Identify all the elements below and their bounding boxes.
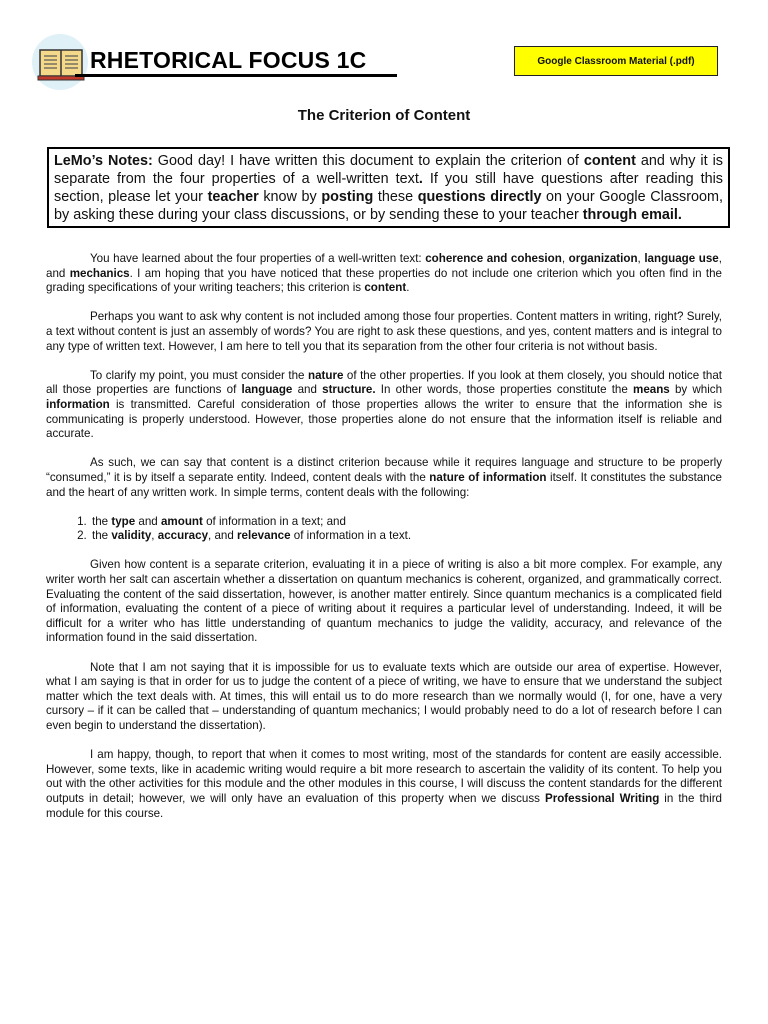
- content-criteria-list: [46, 515, 722, 544]
- text: ,: [637, 252, 645, 265]
- bold-term: language: [241, 383, 293, 397]
- text: To clarify my point, you must consider the: [90, 368, 308, 382]
- bold-term: nature: [307, 368, 344, 382]
- text: ,: [561, 252, 569, 265]
- bold-term: information: [46, 397, 110, 411]
- list-item: [90, 529, 722, 544]
- paragraph-1: [46, 252, 722, 296]
- notes-bold: content: [583, 153, 636, 169]
- text: the: [92, 514, 112, 528]
- text: Note that I am not saying that it is impossible for us to evaluate texts which are outside our area of expertise. However, what I am saying is that in order for us to judge the content of a piece of writing, we have to ensure that we understand the subject matter which the text deals with. At times, this will entail us to do more research than we normally would (I, for one, have a very cursory – if it can be called that – understanding of quantum mechanics; I would probably need to do a lot of research before I can even begin to understand the dissertation).: [46, 660, 722, 732]
- lemos-notes-box: [47, 147, 730, 228]
- text: As such, we can say that content is a distinct criterion because while it requires language and structure to be properly “consumed,” it is by itself a separate entity. Indeed, content deals with the: [46, 456, 722, 484]
- book-logo-icon: [32, 34, 88, 90]
- text: Perhaps you want to ask why content is not included among those four properties. Content matters in writing, right? Surely, a text without content is just an assembly of words? You are right to ask these questions, and yes, content matters and is integral to any type of written text. However, I am here to tell you that its separation from the other four criteria is not without basis.: [46, 310, 722, 353]
- notes-text: and why it is separate from the four properties of a well-written text: [54, 153, 723, 187]
- bold-term: Professional Writing: [544, 791, 660, 805]
- paragraph-6: [46, 661, 722, 734]
- text: I am happy, though, to report that when it comes to most writing, most of the standards for content are easily accessible. However, some texts, like in academic writing would require a bit more research to ascertain the validity of its content. To help you out with the other activities for this module and the other modules in this course, I will discuss the content standards for the different outputs in detail; however, we will only have an evaluation of this property when we discuss: [46, 748, 722, 805]
- notes-bold: through email.: [582, 207, 682, 223]
- bold-term: organization: [568, 252, 638, 265]
- text: You have learned about the four properties of a well-written text:: [90, 252, 426, 265]
- bold-term: type: [111, 514, 136, 528]
- notes-text: on your Google Classroom, by asking these during your class discussions, or by sending these to your teacher: [54, 189, 723, 223]
- text: and: [135, 514, 161, 528]
- bold-term: relevance: [237, 529, 291, 543]
- paragraph-7: [46, 748, 722, 821]
- text: by which: [669, 383, 723, 397]
- bold-term: coherence and cohesion: [425, 252, 562, 265]
- list-item: [90, 515, 722, 530]
- text: . I am hoping that you have noticed that these properties do not include one criterion which you often find in the grading specifications of your writing teachers; this criterion is: [46, 266, 722, 295]
- google-classroom-badge: Google Classroom Material (.pdf): [514, 46, 718, 76]
- title-underline: [75, 74, 397, 77]
- notes-text: Good day! I have written this document to explain the criterion of: [152, 153, 584, 169]
- document-title: The Criterion of Content: [297, 107, 471, 124]
- text: the: [92, 529, 112, 543]
- bold-term: nature of information: [429, 470, 547, 484]
- page-header: [30, 30, 730, 100]
- text: , and: [46, 252, 722, 280]
- bold-term: validity: [111, 529, 152, 543]
- bold-term: content: [364, 281, 407, 295]
- module-title: RHETORICAL FOCUS 1C: [90, 47, 367, 73]
- text: itself. It constitutes the substance and the heart of any written work. In simple terms, content deals with the following:: [46, 470, 722, 499]
- paragraph-4: [46, 456, 722, 500]
- text: In other words, those properties constitute the: [375, 383, 634, 397]
- bold-term: means: [633, 383, 670, 397]
- paragraph-3: [46, 369, 722, 442]
- text: , and: [208, 529, 238, 543]
- document-body: [46, 252, 722, 836]
- paragraph-2: [46, 310, 722, 354]
- text: and: [292, 383, 323, 397]
- notes-bold: questions directly: [417, 189, 542, 205]
- text: of information in a text; and: [202, 514, 346, 528]
- notes-text: know by: [258, 189, 322, 205]
- text: is transmitted. Careful consideration of those properties allows the writer to ensure that the information she is communicating is properly understood. However, those properties alone do not ensure that the information itself is reliable and accurate.: [46, 397, 722, 441]
- notes-text: these: [373, 189, 418, 205]
- text: of information in a text.: [290, 529, 412, 543]
- text: ,: [151, 529, 158, 543]
- bold-term: mechanics: [69, 266, 130, 280]
- bold-term: structure.: [322, 383, 376, 397]
- notes-bold: .: [418, 171, 423, 187]
- text: Given how content is a separate criterion, evaluating it in a piece of writing is also a bit more complex. For example, any writer worth her salt can ascertain whether a dissertation on quantum mechanics is coherent, organized, and grammatically correct. Evaluating the content of the said dissertation, however, is another matter entirely. Since quantum mechanics is a complicated field of information, evaluating the content of a piece of writing about it requires a particular level of understanding. Indeed, it will be difficult for a writer who has little understanding of quantum mechanics to judge the validity, accuracy, and relevance of the information found in the said dissertation.: [46, 558, 722, 645]
- notes-bold: teacher: [207, 189, 259, 205]
- notes-text: If you still have questions after reading this section, please let your: [54, 171, 723, 205]
- notes-bold: posting: [321, 189, 374, 205]
- bold-term: language use: [644, 252, 719, 265]
- bold-term: accuracy: [157, 529, 209, 543]
- text: of the other properties. If you look at them closely, you should notice that all those properties are functions of: [46, 368, 722, 397]
- text: in the third module for this course.: [46, 791, 723, 820]
- paragraph-5: [46, 558, 722, 646]
- notes-label: LeMo’s Notes:: [54, 153, 153, 169]
- bold-term: amount: [160, 514, 203, 528]
- text: .: [406, 281, 410, 295]
